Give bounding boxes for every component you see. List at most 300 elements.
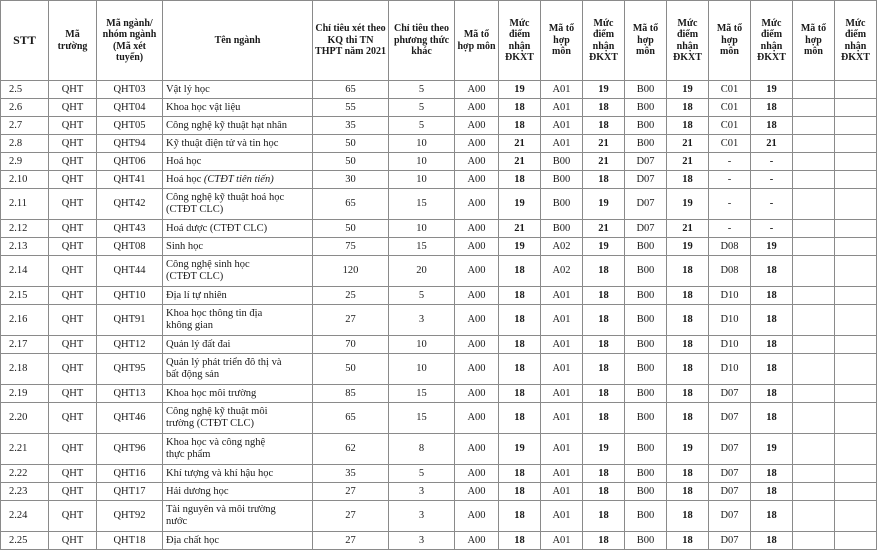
row-combo-2: A01 [541, 354, 583, 385]
row-combo-5 [793, 81, 835, 99]
row-combo-4: D07 [709, 501, 751, 532]
table-row [1, 354, 877, 385]
row-score-4: 18 [751, 501, 793, 532]
row-school-code: QHT [49, 189, 97, 220]
header-quota-thpt: Chỉ tiêu xét theo KQ thi TN THPT năm 2021 [313, 1, 389, 81]
row-combo-4: D10 [709, 305, 751, 336]
row-combo-1: A00 [455, 153, 499, 171]
row-major-code: QHT96 [97, 434, 163, 465]
row-quota-other: 5 [389, 99, 455, 117]
table-body [1, 81, 877, 550]
row-quota-thpt: 27 [313, 483, 389, 501]
row-combo-5 [793, 434, 835, 465]
row-stt: 2.11 [1, 189, 49, 220]
row-stt: 2.6 [1, 99, 49, 117]
row-combo-2: A01 [541, 532, 583, 550]
row-combo-1: A00 [455, 287, 499, 305]
row-score-4: 18 [751, 305, 793, 336]
row-major-code: QHT05 [97, 117, 163, 135]
row-major-name [163, 256, 313, 287]
row-stt: 2.18 [1, 354, 49, 385]
row-combo-1: A00 [455, 171, 499, 189]
row-combo-5 [793, 305, 835, 336]
row-score-5 [835, 99, 877, 117]
row-quota-other: 3 [389, 532, 455, 550]
row-combo-1: A00 [455, 99, 499, 117]
row-score-2: 18 [583, 287, 625, 305]
row-score-1: 18 [499, 287, 541, 305]
row-score-2: 18 [583, 256, 625, 287]
row-major-name [163, 434, 313, 465]
row-combo-1: A00 [455, 465, 499, 483]
row-quota-thpt: 62 [313, 434, 389, 465]
table-row [1, 256, 877, 287]
row-score-2: 18 [583, 385, 625, 403]
row-combo-5 [793, 153, 835, 171]
major-name-line2: bất động sản [166, 369, 220, 380]
row-stt: 2.17 [1, 336, 49, 354]
row-quota-other: 3 [389, 501, 455, 532]
row-score-1: 19 [499, 189, 541, 220]
major-name-text: Tài nguyên và môi trường [166, 504, 276, 515]
row-combo-1: A00 [455, 220, 499, 238]
row-major-code: QHT43 [97, 220, 163, 238]
row-combo-5 [793, 287, 835, 305]
row-score-4: 18 [751, 117, 793, 135]
row-major-code: QHT17 [97, 483, 163, 501]
row-quota-other: 3 [389, 483, 455, 501]
row-combo-3: B00 [625, 287, 667, 305]
major-name-text: Khí tượng và khí hậu học [166, 467, 274, 479]
major-name-line2: (CTĐT CLC) [166, 204, 224, 215]
row-score-4: 21 [751, 135, 793, 153]
row-score-4: 18 [751, 287, 793, 305]
row-quota-thpt: 75 [313, 238, 389, 256]
row-score-4: - [751, 171, 793, 189]
row-combo-2: A01 [541, 434, 583, 465]
row-combo-1: A00 [455, 117, 499, 135]
row-quota-other: 10 [389, 135, 455, 153]
header-row [1, 1, 877, 81]
row-combo-4: D07 [709, 434, 751, 465]
row-score-3: 18 [667, 171, 709, 189]
row-combo-5 [793, 117, 835, 135]
major-name-text: Địa lí tự nhiên [166, 289, 227, 301]
major-name-text: Vật lý học [166, 83, 210, 95]
row-score-3: 18 [667, 99, 709, 117]
major-name-text: Công nghệ kỹ thuật hoá học [166, 192, 285, 203]
row-combo-2: B00 [541, 189, 583, 220]
row-school-code: QHT [49, 220, 97, 238]
row-combo-3: B00 [625, 403, 667, 434]
row-quota-other: 10 [389, 354, 455, 385]
row-quota-other: 15 [389, 385, 455, 403]
table-row [1, 385, 877, 403]
header-major-code: Mã ngành/ nhóm ngành (Mã xét tuyển) [97, 1, 163, 81]
major-name-text: Sinh học [166, 240, 204, 252]
row-score-3: 19 [667, 238, 709, 256]
row-major-code: QHT04 [97, 99, 163, 117]
row-stt: 2.22 [1, 465, 49, 483]
row-quota-thpt: 50 [313, 135, 389, 153]
row-combo-3: B00 [625, 501, 667, 532]
header-score-2: Mức điểm nhận ĐKXT [583, 1, 625, 81]
row-combo-1: A00 [455, 256, 499, 287]
row-score-4: - [751, 220, 793, 238]
row-combo-2: A01 [541, 501, 583, 532]
row-score-2: 18 [583, 99, 625, 117]
row-score-1: 21 [499, 153, 541, 171]
row-score-2: 21 [583, 220, 625, 238]
row-score-1: 18 [499, 483, 541, 501]
row-combo-5 [793, 238, 835, 256]
row-score-4: 19 [751, 434, 793, 465]
row-score-3: 18 [667, 465, 709, 483]
row-major-code: QHT41 [97, 171, 163, 189]
major-name-text: Quản lý đất đai [166, 338, 231, 350]
row-quota-thpt: 50 [313, 220, 389, 238]
header-score-1: Mức điểm nhận ĐKXT [499, 1, 541, 81]
row-score-1: 18 [499, 385, 541, 403]
row-stt: 2.20 [1, 403, 49, 434]
row-score-2: 19 [583, 238, 625, 256]
row-school-code: QHT [49, 403, 97, 434]
row-score-1: 18 [499, 336, 541, 354]
row-score-5 [835, 81, 877, 99]
row-score-3: 18 [667, 501, 709, 532]
row-quota-thpt: 27 [313, 501, 389, 532]
row-combo-2: A01 [541, 287, 583, 305]
row-major-name [163, 117, 313, 135]
row-quota-other: 3 [389, 305, 455, 336]
row-score-5 [835, 256, 877, 287]
row-combo-3: B00 [625, 256, 667, 287]
row-combo-2: A01 [541, 336, 583, 354]
row-combo-2: B00 [541, 153, 583, 171]
row-combo-3: B00 [625, 135, 667, 153]
row-score-2: 18 [583, 354, 625, 385]
row-school-code: QHT [49, 532, 97, 550]
row-score-5 [835, 171, 877, 189]
row-school-code: QHT [49, 385, 97, 403]
row-combo-3: D07 [625, 171, 667, 189]
row-score-1: 18 [499, 501, 541, 532]
row-score-3: 18 [667, 287, 709, 305]
row-school-code: QHT [49, 483, 97, 501]
major-name-text: Khoa học môi trường [166, 387, 257, 399]
row-major-name [163, 403, 313, 434]
row-score-2: 18 [583, 465, 625, 483]
row-score-1: 19 [499, 81, 541, 99]
table-row [1, 117, 877, 135]
row-major-code: QHT92 [97, 501, 163, 532]
row-combo-1: A00 [455, 238, 499, 256]
row-major-name [163, 532, 313, 550]
row-major-name [163, 99, 313, 117]
row-major-code: QHT13 [97, 385, 163, 403]
row-major-name [163, 354, 313, 385]
row-combo-2: A01 [541, 403, 583, 434]
row-combo-1: A00 [455, 336, 499, 354]
row-score-3: 21 [667, 220, 709, 238]
row-school-code: QHT [49, 354, 97, 385]
row-score-3: 19 [667, 81, 709, 99]
row-major-name [163, 385, 313, 403]
major-name-text: Công nghệ sinh học [166, 259, 250, 270]
row-major-name [163, 220, 313, 238]
table-row [1, 135, 877, 153]
row-major-name [163, 238, 313, 256]
row-combo-3: B00 [625, 99, 667, 117]
major-name-text: Quản lý phát triển đô thị và [166, 357, 282, 368]
row-score-4: 18 [751, 465, 793, 483]
row-score-5 [835, 189, 877, 220]
row-score-3: 19 [667, 189, 709, 220]
row-major-code: QHT16 [97, 465, 163, 483]
major-name-line2: (CTĐT CLC) [166, 271, 224, 282]
row-combo-3: B00 [625, 336, 667, 354]
row-score-2: 18 [583, 532, 625, 550]
row-quota-other: 10 [389, 153, 455, 171]
row-combo-4: C01 [709, 81, 751, 99]
row-score-5 [835, 287, 877, 305]
row-quota-other: 15 [389, 189, 455, 220]
row-major-code: QHT46 [97, 403, 163, 434]
row-quota-thpt: 55 [313, 99, 389, 117]
row-score-4: - [751, 153, 793, 171]
row-score-3: 18 [667, 305, 709, 336]
row-quota-thpt: 35 [313, 465, 389, 483]
row-school-code: QHT [49, 434, 97, 465]
table-row [1, 501, 877, 532]
row-combo-2: A01 [541, 465, 583, 483]
row-combo-4: D07 [709, 483, 751, 501]
table-row [1, 336, 877, 354]
row-score-2: 21 [583, 153, 625, 171]
major-name-line2: trường (CTĐT CLC) [166, 418, 255, 429]
row-combo-1: A00 [455, 305, 499, 336]
row-combo-1: A00 [455, 501, 499, 532]
row-score-2: 19 [583, 434, 625, 465]
row-school-code: QHT [49, 305, 97, 336]
row-school-code: QHT [49, 501, 97, 532]
row-major-name [163, 287, 313, 305]
row-combo-2: A01 [541, 483, 583, 501]
row-combo-1: A00 [455, 354, 499, 385]
row-score-5 [835, 532, 877, 550]
row-score-2: 18 [583, 171, 625, 189]
row-major-name [163, 153, 313, 171]
row-major-code: QHT42 [97, 189, 163, 220]
row-score-4: 18 [751, 256, 793, 287]
row-combo-4: D10 [709, 336, 751, 354]
row-major-name [163, 171, 313, 189]
row-combo-3: B00 [625, 238, 667, 256]
table-row [1, 99, 877, 117]
row-combo-4: C01 [709, 117, 751, 135]
header-combo-3: Mã tổ hợp môn [625, 1, 667, 81]
row-score-4: 18 [751, 483, 793, 501]
row-combo-5 [793, 465, 835, 483]
row-quota-thpt: 50 [313, 354, 389, 385]
row-combo-4: D07 [709, 465, 751, 483]
row-major-name [163, 305, 313, 336]
row-score-5 [835, 153, 877, 171]
row-combo-4: - [709, 220, 751, 238]
table-row [1, 220, 877, 238]
row-score-1: 18 [499, 99, 541, 117]
row-stt: 2.8 [1, 135, 49, 153]
row-score-3: 21 [667, 153, 709, 171]
row-stt: 2.13 [1, 238, 49, 256]
row-stt: 2.9 [1, 153, 49, 171]
row-score-4: - [751, 189, 793, 220]
row-major-code: QHT91 [97, 305, 163, 336]
row-combo-2: A01 [541, 81, 583, 99]
row-quota-other: 10 [389, 220, 455, 238]
row-score-2: 19 [583, 81, 625, 99]
row-score-5 [835, 135, 877, 153]
row-combo-3: B00 [625, 354, 667, 385]
major-name-text: Khoa học vật liệu [166, 101, 241, 113]
row-quota-other: 5 [389, 287, 455, 305]
row-combo-1: A00 [455, 385, 499, 403]
row-combo-4: - [709, 189, 751, 220]
row-quota-thpt: 35 [313, 117, 389, 135]
row-major-name [163, 483, 313, 501]
row-score-5 [835, 483, 877, 501]
row-quota-thpt: 65 [313, 403, 389, 434]
row-combo-5 [793, 256, 835, 287]
row-combo-5 [793, 532, 835, 550]
row-score-4: 19 [751, 81, 793, 99]
row-score-4: 18 [751, 532, 793, 550]
row-score-3: 18 [667, 117, 709, 135]
row-quota-thpt: 27 [313, 532, 389, 550]
major-name-text: Khoa học thông tin địa [166, 308, 263, 319]
row-quota-thpt: 27 [313, 305, 389, 336]
row-combo-2: A01 [541, 99, 583, 117]
row-major-name [163, 189, 313, 220]
row-score-1: 18 [499, 403, 541, 434]
major-name-line2: thực phẩm [166, 449, 211, 460]
header-stt: STT [1, 1, 49, 81]
header-combo-4: Mã tổ hợp môn [709, 1, 751, 81]
row-stt: 2.5 [1, 81, 49, 99]
row-score-5 [835, 501, 877, 532]
row-combo-1: A00 [455, 81, 499, 99]
row-school-code: QHT [49, 238, 97, 256]
table-row [1, 532, 877, 550]
row-combo-2: A02 [541, 238, 583, 256]
row-score-2: 19 [583, 189, 625, 220]
row-quota-other: 15 [389, 238, 455, 256]
row-combo-5 [793, 99, 835, 117]
row-quota-thpt: 85 [313, 385, 389, 403]
row-combo-3: D07 [625, 153, 667, 171]
row-score-3: 18 [667, 532, 709, 550]
row-school-code: QHT [49, 171, 97, 189]
row-major-code: QHT03 [97, 81, 163, 99]
row-score-4: 18 [751, 99, 793, 117]
header-combo-2: Mã tổ hợp môn [541, 1, 583, 81]
row-combo-3: D07 [625, 220, 667, 238]
row-score-3: 18 [667, 403, 709, 434]
header-score-5: Mức điểm nhận ĐKXT [835, 1, 877, 81]
row-combo-3: D07 [625, 189, 667, 220]
row-quota-other: 5 [389, 117, 455, 135]
row-combo-3: B00 [625, 385, 667, 403]
table-row [1, 465, 877, 483]
row-score-5 [835, 238, 877, 256]
row-stt: 2.23 [1, 483, 49, 501]
row-combo-5 [793, 354, 835, 385]
row-school-code: QHT [49, 135, 97, 153]
header-score-4: Mức điểm nhận ĐKXT [751, 1, 793, 81]
row-combo-1: A00 [455, 532, 499, 550]
row-school-code: QHT [49, 153, 97, 171]
row-school-code: QHT [49, 81, 97, 99]
row-stt: 2.10 [1, 171, 49, 189]
row-school-code: QHT [49, 287, 97, 305]
row-combo-5 [793, 189, 835, 220]
row-stt: 2.21 [1, 434, 49, 465]
row-combo-4: C01 [709, 135, 751, 153]
row-combo-2: A01 [541, 135, 583, 153]
row-combo-3: B00 [625, 465, 667, 483]
row-combo-4: - [709, 153, 751, 171]
major-name-text: Hoá học [166, 173, 204, 185]
row-score-2: 18 [583, 305, 625, 336]
row-score-3: 21 [667, 135, 709, 153]
row-major-code: QHT44 [97, 256, 163, 287]
row-score-5 [835, 336, 877, 354]
row-school-code: QHT [49, 99, 97, 117]
row-combo-3: B00 [625, 305, 667, 336]
row-score-2: 21 [583, 135, 625, 153]
row-quota-other: 20 [389, 256, 455, 287]
header-combo-5: Mã tổ hợp môn [793, 1, 835, 81]
row-major-name [163, 465, 313, 483]
row-score-2: 18 [583, 336, 625, 354]
row-combo-2: B00 [541, 220, 583, 238]
row-score-4: 18 [751, 336, 793, 354]
row-combo-5 [793, 171, 835, 189]
row-stt: 2.12 [1, 220, 49, 238]
row-major-code: QHT94 [97, 135, 163, 153]
row-major-code: QHT08 [97, 238, 163, 256]
row-major-code: QHT06 [97, 153, 163, 171]
row-score-3: 18 [667, 336, 709, 354]
row-score-1: 18 [499, 256, 541, 287]
table-row [1, 81, 877, 99]
table-row [1, 403, 877, 434]
row-quota-other: 5 [389, 465, 455, 483]
row-score-5 [835, 220, 877, 238]
row-school-code: QHT [49, 117, 97, 135]
row-score-2: 18 [583, 117, 625, 135]
table-row [1, 171, 877, 189]
row-combo-5 [793, 336, 835, 354]
row-quota-thpt: 70 [313, 336, 389, 354]
row-score-3: 19 [667, 434, 709, 465]
row-score-5 [835, 354, 877, 385]
major-name-text: Địa chất học [166, 534, 220, 546]
row-score-1: 18 [499, 465, 541, 483]
row-stt: 2.24 [1, 501, 49, 532]
header-quota-other: Chỉ tiêu theo phương thức khác [389, 1, 455, 81]
row-combo-1: A00 [455, 483, 499, 501]
